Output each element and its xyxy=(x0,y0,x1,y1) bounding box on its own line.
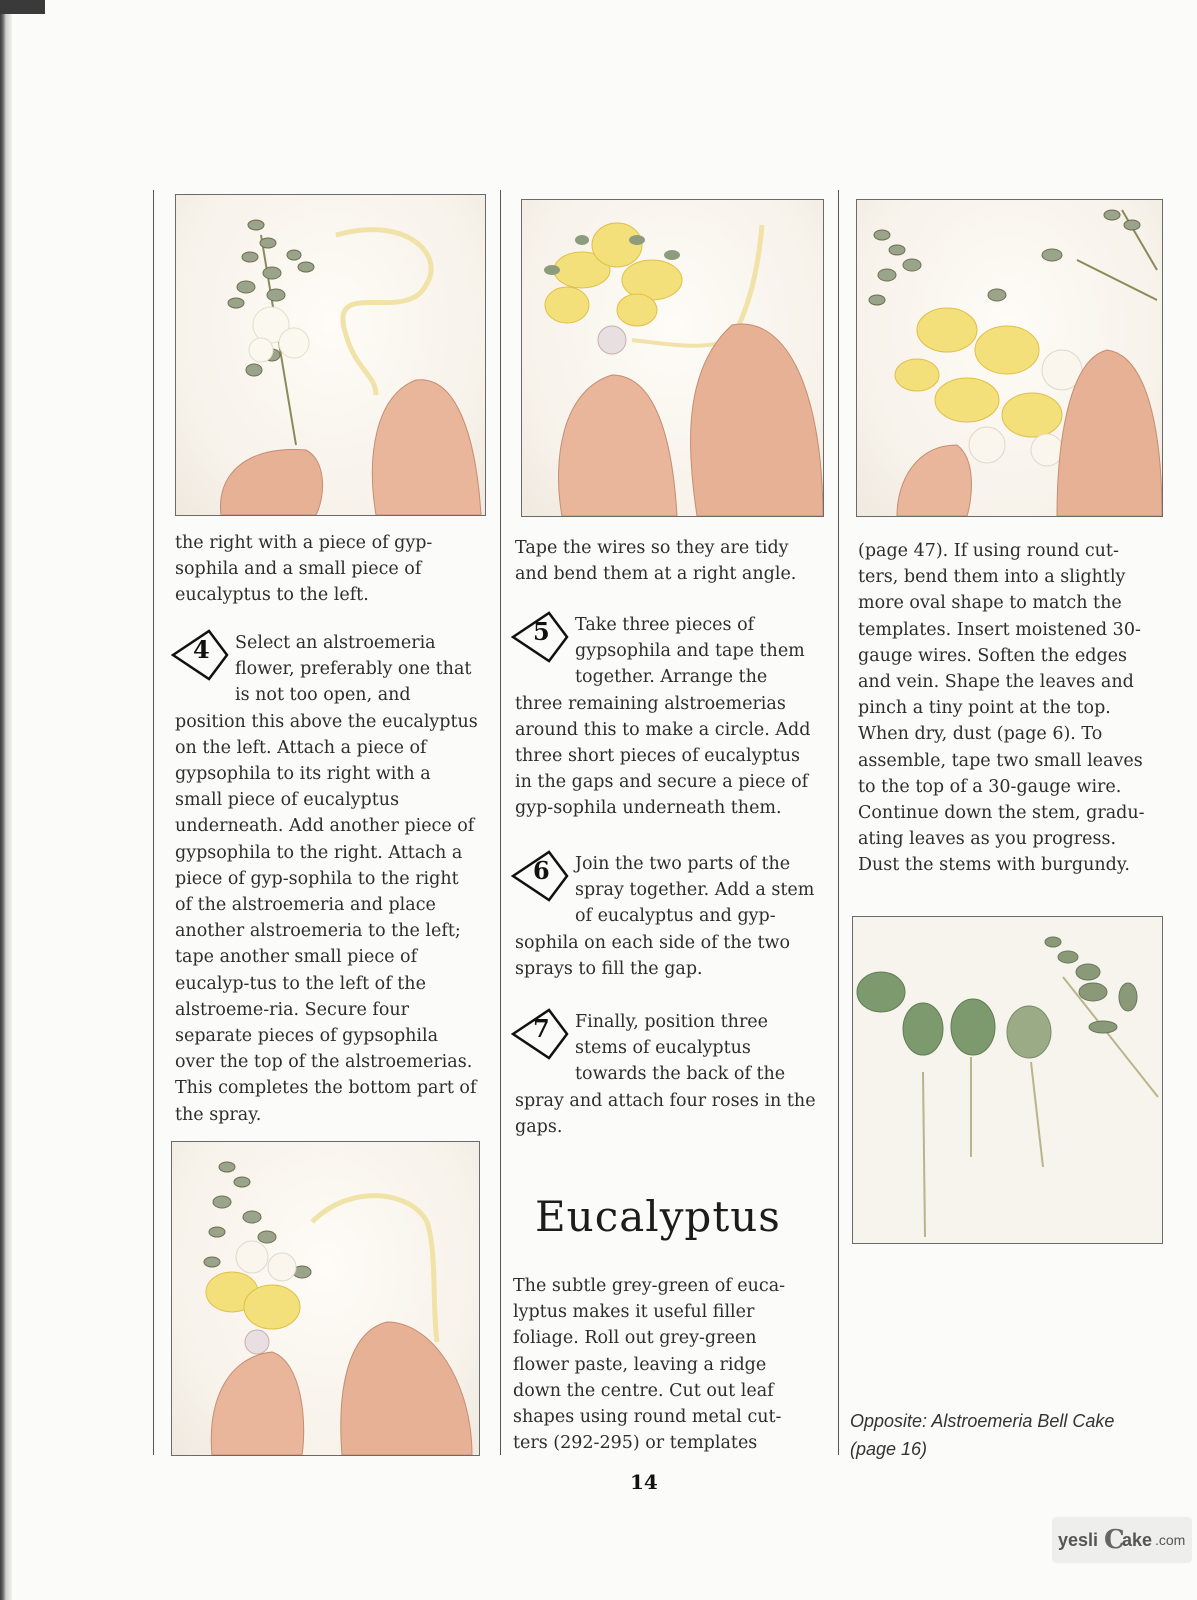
section-heading-eucalyptus: Eucalyptus xyxy=(535,1192,781,1241)
watermark-c-glyph: C xyxy=(1104,1525,1125,1555)
step-4-text: Select an alstroemeria flower, preferably one that is not too open, and position this above the eucalyptus on the left. Attach a piece of gypsophila to its right with a small piece of eucalyptus underneath. Add another piece of gypsophila to the right. Attach a piece of gyp-sophila to the right of the alstroemeria and place another alstroemeria to the left; tape another small piece of eucalyp-tus to the left of the alstroeme-ria. Secure four separate pieces of gypsophila over the top of the alstroemerias. This completes the bottom part of the spray. xyxy=(175,633,478,1125)
step-7-number: 7 xyxy=(533,1014,550,1043)
photo-step-5 xyxy=(171,1141,480,1456)
col2-continuation: Tape the wires so they are tidy and bend them at a right angle. xyxy=(515,538,797,585)
photo-eucalyptus-leaves xyxy=(852,916,1163,1244)
watermark-left: yesli xyxy=(1058,1530,1099,1550)
step-5-block xyxy=(515,612,820,822)
step-6-badge xyxy=(509,848,571,904)
photo-step-4 xyxy=(521,199,824,517)
column-rule-middle xyxy=(500,190,501,1455)
corner-mark xyxy=(0,0,45,14)
col3-continuation: (page 47). If using round cut-ters, bend them into a slightly more oval shape to match the templates. Insert moistened 30-gauge wires. Soften the edges and vein. Shape the leaves and pinch a tiny point at the top. When dry, dust (page 6). To assemble, tape two small leaves to the top of a 30-gauge wire. Continue down the stem, gradu-ating leaves as you progress. Dust the stems with burgundy. xyxy=(858,541,1145,876)
photo-caption: Opposite: Alstroemeria Bell Cake (page 16) xyxy=(850,1411,1115,1459)
photo-step-3 xyxy=(175,194,486,516)
col1-continuation: the right with a piece of gyp-sophila and a small piece of eucalyptus to the left. xyxy=(175,533,433,606)
step-6-text: Join the two parts of the spray together. Add a stem of eucalyptus and gyp-sophila on each side of the two sprays to fill the gap. xyxy=(515,854,815,979)
step-7-badge xyxy=(509,1006,571,1062)
step-4-badge xyxy=(169,627,231,683)
step-7-text: Finally, position three stems of eucalyptus towards the back of the spray and attach four roses in the gaps. xyxy=(515,1012,816,1137)
watermark-suffix: .com xyxy=(1155,1532,1186,1548)
photo-step-7 xyxy=(856,199,1163,517)
eucalyptus-intro: The subtle grey-green of euca-lyptus makes it useful filler foliage. Roll out grey-green flower paste, leaving a ridge down the centre. Cut out leaf shapes using round metal cut-ters (292-295) or templates xyxy=(513,1276,786,1454)
step-6-number: 6 xyxy=(533,856,550,885)
step-4-number: 4 xyxy=(193,635,210,664)
watermark-right: ake xyxy=(1122,1530,1153,1550)
page-binding-edge xyxy=(0,0,12,1600)
step-5-badge xyxy=(509,609,571,665)
step-7-block xyxy=(515,1009,820,1140)
page-number: 14 xyxy=(630,1470,658,1494)
step-5-text: Take three pieces of gypsophila and tape them together. Arrange the three remaining alstroemerias around this to make a circle. Add three short pieces of eucalyptus in the gaps and secure a piece of gyp-sophila underneath them. xyxy=(515,615,811,819)
step-4-block xyxy=(175,630,480,1128)
column-rule-left xyxy=(153,190,154,1455)
step-6-block xyxy=(515,851,820,982)
step-5-number: 5 xyxy=(533,617,550,646)
column-rule-right xyxy=(838,190,839,1455)
watermark-logo xyxy=(1052,1517,1192,1563)
